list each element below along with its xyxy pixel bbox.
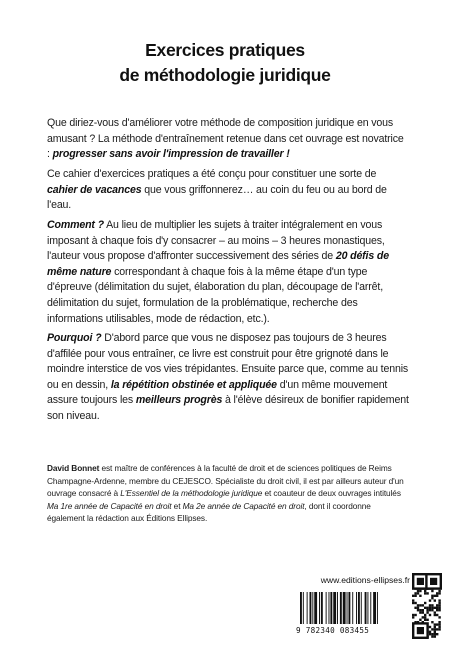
book-title-line2: de méthodologie juridique <box>119 65 331 85</box>
paragraph-pourquoi-lead: Pourquoi ? <box>47 332 102 344</box>
paragraph-comment-emphasis: 20 défis de même nature <box>47 250 389 278</box>
book-title <box>0 38 450 88</box>
author-bio <box>47 462 409 525</box>
author-bio-text-c: et <box>171 500 183 511</box>
publisher-url[interactable]: www.editions-ellipses.fr <box>320 575 410 585</box>
paragraph-pourquoi-emphasis-1: la répétition obstinée et appliquée <box>110 378 277 391</box>
qr-code-icon <box>412 573 442 639</box>
paragraph-pourquoi-text-b: d'un même mouvement assure toujours les <box>47 378 388 407</box>
book-title-line1: Exercices pratiques <box>145 40 305 60</box>
paragraph-cahier <box>47 167 409 214</box>
paragraph-comment-text-b: correspondant à chaque fois à la même étape d'un type d'épreuve (délimitation du sujet, élaboration du plan, découpage de l'arrêt, délimitation du sujet, formulation de la problématique, recherche des informations utilisables, mode de rédaction, etc.). <box>47 265 383 325</box>
paragraph-intro <box>47 116 409 163</box>
author-bio-text-b: et coauteur de deux ouvrages intitulés <box>262 488 401 499</box>
paragraph-cahier-text-b: que vous griffonnerez… au coin du feu ou au bord de l'eau. <box>47 183 387 212</box>
paragraph-pourquoi-text-a: D'abord parce que vous ne disposez pas toujours de 3 heures d'affilée pour vous entraîner, ce livre est construit pour être grignoté dans le moindre interstice de vos vies trépidantes. Ensuite parce que, comme au tennis ou en dessin, <box>47 332 409 391</box>
author-bio-text-d: , dont il coordonne également la rédaction aux Éditions Ellipses. <box>47 500 371 524</box>
paragraph-comment-lead: Comment ? <box>47 219 104 231</box>
paragraph-pourquoi-emphasis-2: meilleurs progrès <box>135 394 223 407</box>
author-name: David Bonnet <box>47 463 100 473</box>
isbn-number: 9 782340 083455 <box>296 626 370 635</box>
author-book-1: L'Essentiel de la méthodologie juridique <box>120 488 263 499</box>
paragraph-pourquoi-text-c: à l'élève désireux de bonifier rapidement son niveau. <box>47 394 409 422</box>
author-book-2: Ma 1re année de Capacité en droit <box>47 500 172 511</box>
paragraph-comment-text-a: Au lieu de multiplier les sujets à traiter intégralement en vous imposant à chaque fois d'y consacrer – au moins – 3 heures monastiques, l'auteur vous propose d'affronter successivement des séries de <box>47 219 385 263</box>
author-book-3: Ma 2e année de Capacité en droit <box>182 500 305 511</box>
paragraph-intro-text: Que diriez-vous d'améliorer votre méthode de composition juridique en vous amusant ? La méthode d'entraînement retenue dans cet ouvrage est novatrice : <box>47 117 404 161</box>
author-bio-text-a: est maître de conférences à la faculté de droit et de sciences politiques de Reims Champagne-Ardenne, membre du CEJESCO. Spécialiste du droit civil, il est par ailleurs auteur d'un ouvrage consacré à <box>47 463 404 499</box>
paragraph-comment <box>47 218 409 327</box>
paragraph-intro-emphasis: progresser sans avoir l'impression de travailler ! <box>52 148 290 161</box>
paragraph-cahier-emphasis: cahier de vacances <box>47 183 142 196</box>
paragraph-pourquoi <box>47 331 409 425</box>
paragraph-cahier-text-a: Ce cahier d'exercices pratiques a été conçu pour constituer une sorte de <box>47 168 377 180</box>
